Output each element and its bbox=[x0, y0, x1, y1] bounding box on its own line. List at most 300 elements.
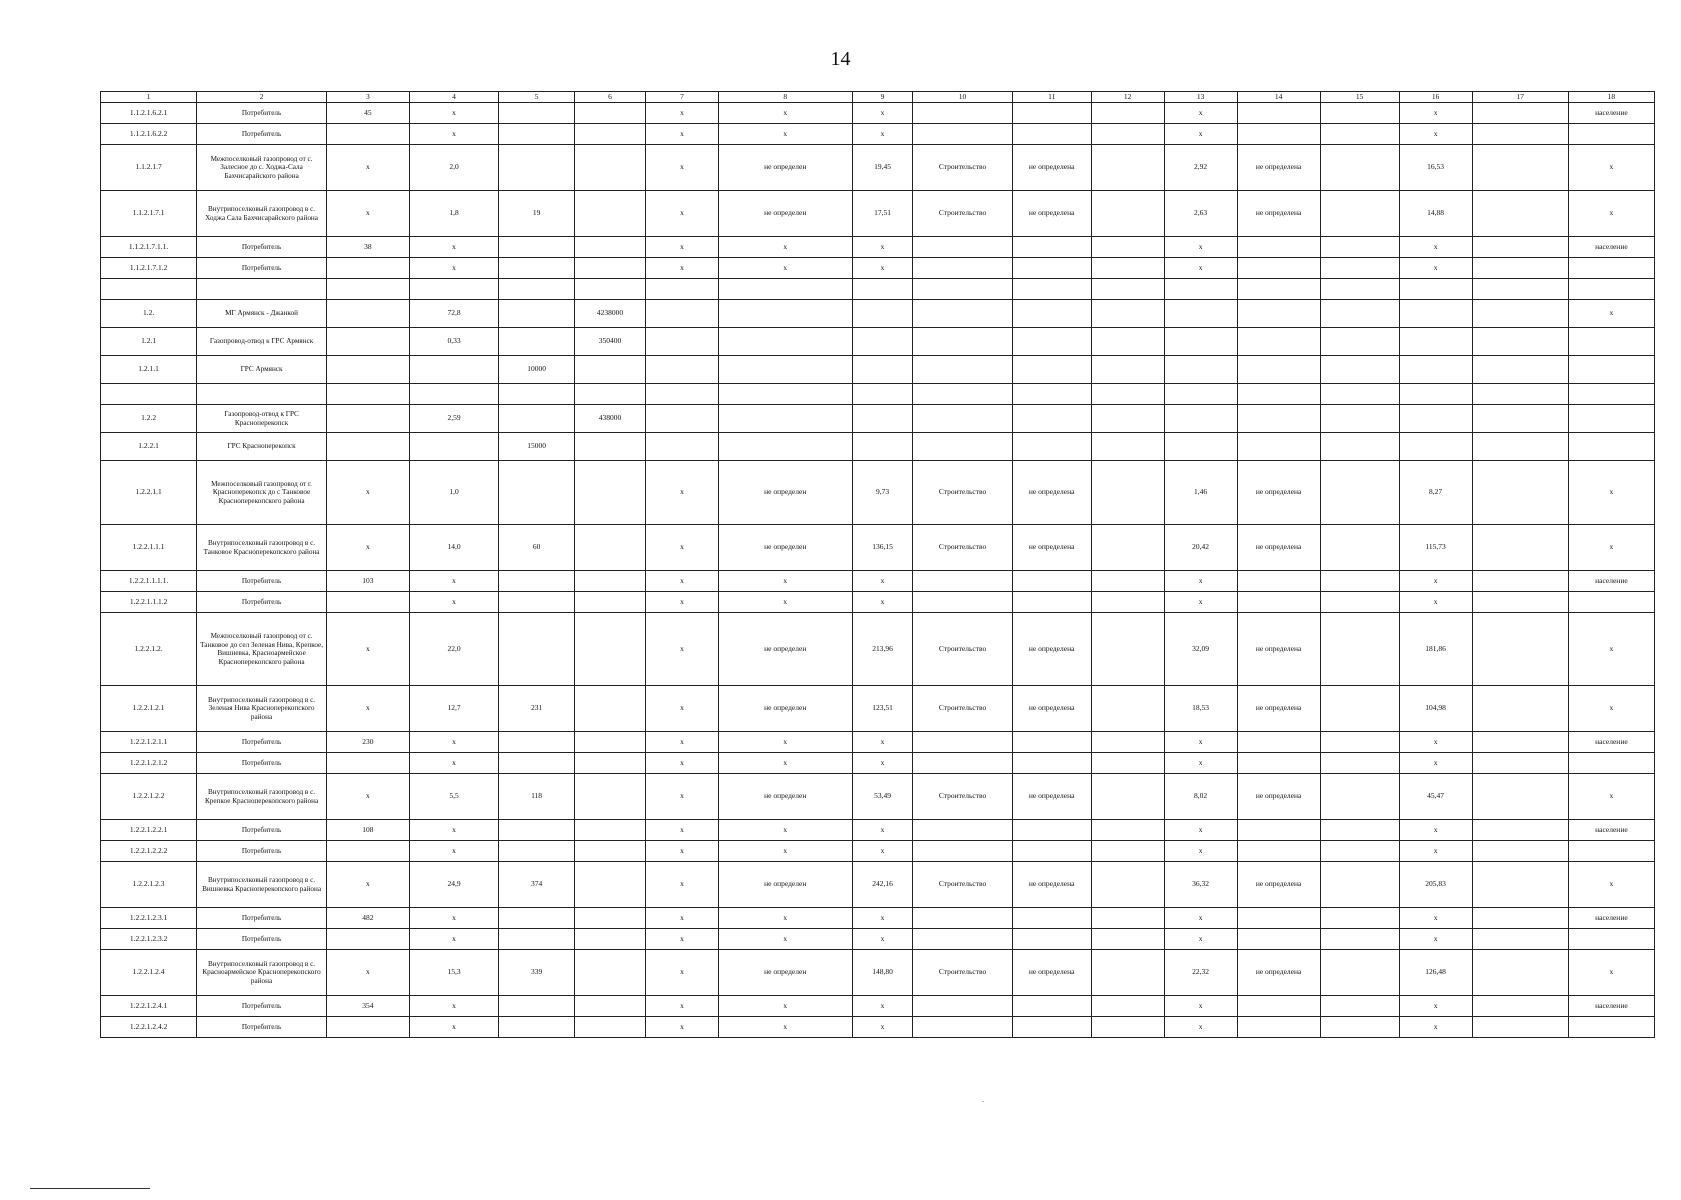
table-cell bbox=[1320, 300, 1399, 328]
table-cell: x bbox=[1568, 613, 1654, 686]
table-cell bbox=[1091, 753, 1164, 774]
table-cell bbox=[499, 841, 575, 862]
table-cell bbox=[913, 405, 1012, 433]
table-cell: 230 bbox=[326, 732, 409, 753]
table-cell: x bbox=[1399, 571, 1472, 592]
table-cell: 482 bbox=[326, 908, 409, 929]
table-cell: 1.2.2.1.2.1 bbox=[101, 686, 197, 732]
table-cell bbox=[575, 258, 646, 279]
table-cell bbox=[1012, 433, 1091, 461]
table-cell bbox=[1320, 820, 1399, 841]
table-cell: x bbox=[1399, 103, 1472, 124]
table-cell bbox=[645, 300, 718, 328]
table-row bbox=[101, 461, 1655, 525]
table-cell: не определен bbox=[718, 613, 852, 686]
table-cell bbox=[1237, 841, 1320, 862]
table-cell: Строительство bbox=[913, 145, 1012, 191]
table-cell bbox=[1568, 258, 1654, 279]
table-cell: не определена bbox=[1012, 191, 1091, 237]
table-cell: Потребитель bbox=[197, 929, 327, 950]
table-cell bbox=[575, 191, 646, 237]
table-cell: x bbox=[1568, 525, 1654, 571]
table-cell bbox=[1237, 124, 1320, 145]
table-row bbox=[101, 996, 1655, 1017]
table-cell bbox=[852, 328, 913, 356]
table-cell bbox=[326, 328, 409, 356]
table-cell: 17,51 bbox=[852, 191, 913, 237]
table-cell bbox=[499, 820, 575, 841]
table-cell bbox=[645, 356, 718, 384]
table-cell: 53,49 bbox=[852, 774, 913, 820]
table-cell: 1.2.2.1.1.1.2 bbox=[101, 592, 197, 613]
table-row bbox=[101, 300, 1655, 328]
table-cell bbox=[645, 279, 718, 300]
table-cell: 181,86 bbox=[1399, 613, 1472, 686]
table-cell: 14,0 bbox=[409, 525, 498, 571]
table-cell: x bbox=[409, 841, 498, 862]
table-cell bbox=[913, 732, 1012, 753]
table-cell: x bbox=[852, 996, 913, 1017]
table-cell bbox=[326, 929, 409, 950]
table-cell: Потребитель bbox=[197, 753, 327, 774]
table-cell: x bbox=[1164, 103, 1237, 124]
table-cell: x bbox=[718, 753, 852, 774]
table-cell bbox=[1012, 571, 1091, 592]
table-cell: Строительство bbox=[913, 774, 1012, 820]
table-cell: не определена bbox=[1012, 145, 1091, 191]
column-number: 18 bbox=[1568, 92, 1654, 103]
table-cell bbox=[1472, 862, 1568, 908]
table-cell bbox=[1237, 1017, 1320, 1038]
table-cell: x bbox=[852, 592, 913, 613]
table-cell: x bbox=[645, 571, 718, 592]
table-cell bbox=[913, 103, 1012, 124]
table-cell: Потребитель bbox=[197, 592, 327, 613]
table-cell bbox=[499, 124, 575, 145]
table-cell: 205,83 bbox=[1399, 862, 1472, 908]
table-cell bbox=[1237, 237, 1320, 258]
table-cell: 45,47 bbox=[1399, 774, 1472, 820]
table-cell bbox=[1320, 774, 1399, 820]
table-cell: x bbox=[326, 613, 409, 686]
page-number: 14 bbox=[830, 48, 851, 70]
table-cell: x bbox=[326, 191, 409, 237]
table-cell: Потребитель bbox=[197, 124, 327, 145]
table-cell bbox=[1012, 258, 1091, 279]
table-cell: не определен bbox=[718, 774, 852, 820]
table-cell: x bbox=[1164, 571, 1237, 592]
table-cell bbox=[645, 433, 718, 461]
table-cell bbox=[718, 356, 852, 384]
table-cell: Внутрипоселковый газопровод в с. Зеленая Нива Красноперекопского района bbox=[197, 686, 327, 732]
table-cell bbox=[575, 461, 646, 525]
column-number: 6 bbox=[575, 92, 646, 103]
table-cell: x bbox=[1164, 929, 1237, 950]
table-cell: не определена bbox=[1237, 613, 1320, 686]
table-cell bbox=[575, 732, 646, 753]
table-cell: Потребитель bbox=[197, 820, 327, 841]
table-cell: не определен bbox=[718, 862, 852, 908]
table-cell: 1.1.2.1.6.2.1 bbox=[101, 103, 197, 124]
table-cell: 19,45 bbox=[852, 145, 913, 191]
table-cell: x bbox=[718, 237, 852, 258]
table-cell: x bbox=[326, 950, 409, 996]
table-cell: население bbox=[1568, 820, 1654, 841]
table-cell bbox=[645, 328, 718, 356]
table-cell: x bbox=[1399, 732, 1472, 753]
table-cell: не определена bbox=[1237, 950, 1320, 996]
table-cell: не определена bbox=[1012, 613, 1091, 686]
table-cell: ГРС Красноперекопск bbox=[197, 433, 327, 461]
table-cell bbox=[1091, 613, 1164, 686]
table-cell: 24,9 bbox=[409, 862, 498, 908]
table-cell bbox=[1091, 862, 1164, 908]
table-cell bbox=[1472, 571, 1568, 592]
table-cell bbox=[1472, 461, 1568, 525]
table-cell bbox=[913, 753, 1012, 774]
table-cell bbox=[1472, 753, 1568, 774]
table-cell: x bbox=[1164, 592, 1237, 613]
table-cell: 126,48 bbox=[1399, 950, 1472, 996]
table-cell bbox=[1320, 356, 1399, 384]
table-cell bbox=[1320, 145, 1399, 191]
table-cell bbox=[101, 279, 197, 300]
table-cell bbox=[1237, 356, 1320, 384]
column-number: 14 bbox=[1237, 92, 1320, 103]
column-number: 16 bbox=[1399, 92, 1472, 103]
table-cell bbox=[1091, 571, 1164, 592]
table-cell bbox=[1568, 1017, 1654, 1038]
table-cell: 118 bbox=[499, 774, 575, 820]
table-cell: x bbox=[645, 686, 718, 732]
table-cell: x bbox=[1568, 191, 1654, 237]
table-cell: x bbox=[718, 908, 852, 929]
table-cell bbox=[575, 1017, 646, 1038]
table-cell bbox=[1472, 525, 1568, 571]
table-cell: 1.1.2.1.7.1.2 bbox=[101, 258, 197, 279]
table-cell: x bbox=[645, 929, 718, 950]
table-cell bbox=[1320, 191, 1399, 237]
table-cell: 60 bbox=[499, 525, 575, 571]
table-cell: x bbox=[645, 950, 718, 996]
table-cell bbox=[913, 571, 1012, 592]
table-cell bbox=[575, 145, 646, 191]
table-cell: 10000 bbox=[499, 356, 575, 384]
table-cell: 1.2.2.1.1.1 bbox=[101, 525, 197, 571]
table-row bbox=[101, 774, 1655, 820]
table-cell: x bbox=[1568, 300, 1654, 328]
table-cell: население bbox=[1568, 103, 1654, 124]
table-cell bbox=[326, 279, 409, 300]
column-number: 5 bbox=[499, 92, 575, 103]
table-cell bbox=[913, 996, 1012, 1017]
table-cell: Межпоселковый газопровод от г. Красноперекопск до с Танковое Красноперекопского района bbox=[197, 461, 327, 525]
table-cell: x bbox=[852, 1017, 913, 1038]
table-cell bbox=[1320, 405, 1399, 433]
table-cell bbox=[499, 753, 575, 774]
table-cell: x bbox=[645, 774, 718, 820]
table-cell bbox=[499, 145, 575, 191]
table-cell: не определен bbox=[718, 950, 852, 996]
table-cell: 38 bbox=[326, 237, 409, 258]
table-cell: Потребитель bbox=[197, 258, 327, 279]
table-cell: 0,33 bbox=[409, 328, 498, 356]
table-cell bbox=[913, 1017, 1012, 1038]
table-row bbox=[101, 732, 1655, 753]
table-cell: Газопровод-отвод к ГРС Красноперекопск bbox=[197, 405, 327, 433]
table-cell bbox=[1091, 237, 1164, 258]
table-cell bbox=[1237, 103, 1320, 124]
table-cell bbox=[1320, 328, 1399, 356]
table-cell bbox=[1091, 525, 1164, 571]
table-cell bbox=[1399, 279, 1472, 300]
table-cell: 1.1.2.1.7.1 bbox=[101, 191, 197, 237]
table-cell bbox=[575, 592, 646, 613]
table-cell: 16,53 bbox=[1399, 145, 1472, 191]
table-cell: x bbox=[1399, 124, 1472, 145]
table-row bbox=[101, 929, 1655, 950]
table-cell bbox=[575, 237, 646, 258]
table-cell: 18,53 bbox=[1164, 686, 1237, 732]
table-cell bbox=[409, 356, 498, 384]
table-cell: x bbox=[1399, 841, 1472, 862]
table-cell: x bbox=[645, 124, 718, 145]
table-cell: x bbox=[326, 774, 409, 820]
table-cell: 1.2.2.1.2.3.2 bbox=[101, 929, 197, 950]
table-cell bbox=[575, 384, 646, 405]
table-cell: Газопровод-отвод к ГРС Армянск bbox=[197, 328, 327, 356]
table-cell bbox=[575, 841, 646, 862]
table-cell bbox=[1237, 929, 1320, 950]
table-cell: 45 bbox=[326, 103, 409, 124]
table-cell bbox=[913, 258, 1012, 279]
table-cell: x bbox=[326, 862, 409, 908]
table-cell bbox=[1237, 820, 1320, 841]
table-cell: x bbox=[1164, 996, 1237, 1017]
table-cell bbox=[1320, 753, 1399, 774]
table-cell: x bbox=[852, 103, 913, 124]
table-row bbox=[101, 820, 1655, 841]
table-row bbox=[101, 328, 1655, 356]
table-cell bbox=[1320, 862, 1399, 908]
table-cell bbox=[1472, 145, 1568, 191]
table-cell: 108 bbox=[326, 820, 409, 841]
table-cell bbox=[1472, 405, 1568, 433]
table-cell: x bbox=[409, 1017, 498, 1038]
table-cell: x bbox=[852, 258, 913, 279]
table-cell: не определена bbox=[1012, 686, 1091, 732]
table-cell bbox=[575, 774, 646, 820]
table-cell: 14,88 bbox=[1399, 191, 1472, 237]
table-cell: x bbox=[1164, 124, 1237, 145]
table-cell: Внутрипоселковый газопровод в с. Ходжа Сала Бахчисарайского района bbox=[197, 191, 327, 237]
table-cell: 1.2.1.1 bbox=[101, 356, 197, 384]
table-cell bbox=[1091, 191, 1164, 237]
table-cell: Строительство bbox=[913, 950, 1012, 996]
table-cell: x bbox=[852, 841, 913, 862]
table-cell: не определена bbox=[1012, 525, 1091, 571]
table-cell bbox=[1472, 820, 1568, 841]
table-cell bbox=[1320, 908, 1399, 929]
table-cell: 1.2.2.1.2.1.1 bbox=[101, 732, 197, 753]
table-cell bbox=[1091, 732, 1164, 753]
column-number: 3 bbox=[326, 92, 409, 103]
table-cell: 1.2.2.1.2.1.2 bbox=[101, 753, 197, 774]
table-cell bbox=[1237, 996, 1320, 1017]
table-cell: 2,63 bbox=[1164, 191, 1237, 237]
table-cell bbox=[499, 237, 575, 258]
table-cell bbox=[1012, 929, 1091, 950]
table-cell: Строительство bbox=[913, 191, 1012, 237]
table-cell bbox=[1012, 405, 1091, 433]
table-cell bbox=[1472, 384, 1568, 405]
table-cell: Потребитель bbox=[197, 732, 327, 753]
column-number: 13 bbox=[1164, 92, 1237, 103]
table-cell: 2,59 bbox=[409, 405, 498, 433]
table-cell bbox=[326, 405, 409, 433]
table-cell bbox=[1091, 124, 1164, 145]
table-cell: Межпоселковый газопровод от с. Залесное до с. Ходжа-Сала Бахчисарайского района bbox=[197, 145, 327, 191]
table-cell: Потребитель bbox=[197, 996, 327, 1017]
table-cell bbox=[913, 908, 1012, 929]
table-cell: x bbox=[1164, 1017, 1237, 1038]
table-cell: не определен bbox=[718, 145, 852, 191]
table-cell: 1.2.2.1.2. bbox=[101, 613, 197, 686]
table-cell: 1.2.2.1.2.2.2 bbox=[101, 841, 197, 862]
table-row bbox=[101, 103, 1655, 124]
table-cell bbox=[1091, 328, 1164, 356]
table-cell bbox=[326, 433, 409, 461]
table-cell: x bbox=[852, 753, 913, 774]
table-row bbox=[101, 613, 1655, 686]
table-cell bbox=[575, 820, 646, 841]
table-cell bbox=[1472, 328, 1568, 356]
table-cell: население bbox=[1568, 571, 1654, 592]
column-number: 1 bbox=[101, 92, 197, 103]
table-cell bbox=[1012, 1017, 1091, 1038]
table-cell bbox=[1472, 300, 1568, 328]
table-cell bbox=[575, 908, 646, 929]
table-cell bbox=[1320, 613, 1399, 686]
table-cell: Строительство bbox=[913, 461, 1012, 525]
table-cell bbox=[1091, 433, 1164, 461]
table-cell bbox=[1568, 841, 1654, 862]
table-cell: x bbox=[852, 929, 913, 950]
table-cell: Потребитель bbox=[197, 571, 327, 592]
table-cell: x bbox=[409, 103, 498, 124]
table-cell: не определен bbox=[718, 191, 852, 237]
table-cell: x bbox=[645, 237, 718, 258]
table-cell bbox=[1472, 356, 1568, 384]
table-cell bbox=[575, 124, 646, 145]
table-cell: x bbox=[718, 124, 852, 145]
table-cell: 1.2.2.1.2.2 bbox=[101, 774, 197, 820]
table-row bbox=[101, 433, 1655, 461]
table-cell bbox=[1091, 1017, 1164, 1038]
table-cell bbox=[1091, 405, 1164, 433]
table-cell bbox=[1472, 1017, 1568, 1038]
table-cell bbox=[1091, 996, 1164, 1017]
table-cell bbox=[197, 384, 327, 405]
table-cell: 5,5 bbox=[409, 774, 498, 820]
table-cell bbox=[1399, 405, 1472, 433]
table-cell: x bbox=[718, 592, 852, 613]
column-number: 10 bbox=[913, 92, 1012, 103]
table-cell: 1.2.2.1.2.3 bbox=[101, 862, 197, 908]
table-cell bbox=[1012, 820, 1091, 841]
table-cell bbox=[1568, 328, 1654, 356]
table-cell: x bbox=[645, 103, 718, 124]
table-cell bbox=[913, 279, 1012, 300]
table-cell: не определена bbox=[1012, 950, 1091, 996]
table-cell bbox=[913, 356, 1012, 384]
table-cell: 148,80 bbox=[852, 950, 913, 996]
table-row bbox=[101, 191, 1655, 237]
table-cell bbox=[1237, 732, 1320, 753]
table-row bbox=[101, 862, 1655, 908]
table-cell bbox=[326, 753, 409, 774]
table-cell: x bbox=[718, 929, 852, 950]
table-row bbox=[101, 841, 1655, 862]
table-cell: 104,98 bbox=[1399, 686, 1472, 732]
table-cell: x bbox=[1164, 908, 1237, 929]
table-cell bbox=[499, 461, 575, 525]
table-cell bbox=[1320, 384, 1399, 405]
table-cell bbox=[1012, 841, 1091, 862]
table-cell bbox=[1399, 328, 1472, 356]
table-cell bbox=[1320, 237, 1399, 258]
table-cell bbox=[1237, 279, 1320, 300]
table-cell bbox=[1472, 613, 1568, 686]
column-number: 9 bbox=[852, 92, 913, 103]
table-cell bbox=[913, 237, 1012, 258]
table-cell bbox=[575, 950, 646, 996]
table-cell bbox=[718, 433, 852, 461]
table-cell: x bbox=[852, 908, 913, 929]
table-cell: МГ Армянск - Джанкой bbox=[197, 300, 327, 328]
table-cell bbox=[913, 300, 1012, 328]
table-cell bbox=[1568, 433, 1654, 461]
table-cell bbox=[1012, 328, 1091, 356]
table-cell: x bbox=[645, 1017, 718, 1038]
table-cell: 1,0 bbox=[409, 461, 498, 525]
table-cell: не определен bbox=[718, 461, 852, 525]
table-cell bbox=[1164, 300, 1237, 328]
table-cell bbox=[1091, 950, 1164, 996]
table-cell: 1.2.1 bbox=[101, 328, 197, 356]
table-cell: x bbox=[718, 820, 852, 841]
table-cell: x bbox=[852, 571, 913, 592]
table-cell: x bbox=[409, 753, 498, 774]
table-cell: ГРС Армянск bbox=[197, 356, 327, 384]
table-cell: не определена bbox=[1237, 145, 1320, 191]
table-cell: 103 bbox=[326, 571, 409, 592]
table-cell bbox=[913, 592, 1012, 613]
table-cell bbox=[1091, 929, 1164, 950]
table-cell: x bbox=[718, 258, 852, 279]
table-cell: 1.1.2.1.7 bbox=[101, 145, 197, 191]
table-cell: x bbox=[852, 237, 913, 258]
table-cell bbox=[718, 405, 852, 433]
table-cell: x bbox=[1164, 237, 1237, 258]
table-cell: не определена bbox=[1237, 525, 1320, 571]
table-cell bbox=[1472, 950, 1568, 996]
table-cell bbox=[499, 929, 575, 950]
table-cell: 438000 bbox=[575, 405, 646, 433]
table-cell: x bbox=[1568, 145, 1654, 191]
table-cell bbox=[1320, 996, 1399, 1017]
table-cell bbox=[1164, 384, 1237, 405]
